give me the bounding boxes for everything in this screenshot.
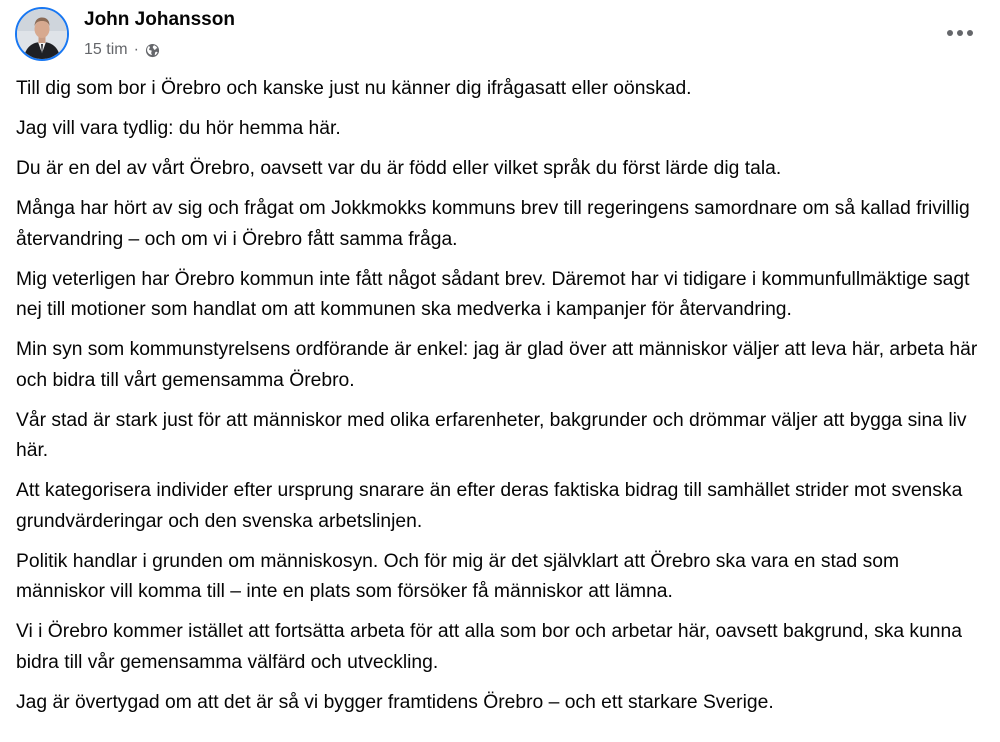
author-name[interactable]: John Johansson bbox=[84, 9, 235, 30]
more-options-icon bbox=[946, 29, 974, 37]
meta-separator: · bbox=[133, 41, 139, 58]
avatar[interactable] bbox=[15, 7, 69, 61]
post-paragraph: Jag vill vara tydlig: du hör hemma här. bbox=[16, 118, 341, 139]
post-paragraph: Till dig som bor i Örebro och kanske just nu känner dig ifrågasatt eller oönskad. bbox=[16, 78, 692, 99]
post-paragraph: Många har hört av sig och frågat om Jokkmokks kommuns brev till regeringens samordnare om så kallad frivillig återvandring – och om vi i Örebro fått samma fråga. bbox=[16, 198, 970, 250]
post-paragraph: Att kategorisera individer efter ursprung snarare än efter deras faktiska bidrag till samhället strider mot svenska grundvärderingar och den svenska arbetslinjen. bbox=[16, 480, 963, 532]
post-paragraph: Mig veterligen har Örebro kommun inte fått något sådant brev. Däremot har vi tidigare i kommunfullmäktige sagt nej till motioner som handlat om att kommunen ska medverka i kampanjer för återvandring. bbox=[16, 268, 970, 320]
post-paragraph: Politik handlar i grunden om människosyn. Och för mig är det självklart att Örebro ska vara en stad som människor vill komma till – inte en plats som försöker få människor att lämna. bbox=[16, 550, 900, 602]
post-meta bbox=[84, 40, 160, 60]
globe-icon[interactable] bbox=[145, 43, 160, 58]
post-header bbox=[0, 0, 1000, 72]
post-paragraph: Vi i Örebro kommer istället att fortsätta arbeta för att alla som bor och arbetar här, oavsett bakgrund, ska kunna bidra till vår gemensamma välfärd och utveckling. bbox=[16, 621, 962, 673]
post-paragraph: Du är en del av vårt Örebro, oavsett var du är född eller vilket språk du först lärde dig tala. bbox=[16, 158, 782, 179]
avatar-photo bbox=[17, 9, 67, 59]
post-paragraph: Vår stad är stark just för att människor med olika erfarenheter, bakgrunder och drömmar väljer att bygga sina liv här. bbox=[16, 409, 967, 461]
post-timestamp[interactable]: 15 tim bbox=[84, 41, 128, 58]
post-paragraph: Min syn som kommunstyrelsens ordförande är enkel: jag är glad över att människor väljer att leva här, arbeta här och bidra till vårt gemensamma Örebro. bbox=[16, 339, 978, 391]
more-options-button[interactable] bbox=[940, 18, 980, 48]
post-paragraph: Jag är övertygad om att det är så vi bygger framtidens Örebro – och ett starkare Sverige. bbox=[16, 691, 774, 713]
post-body bbox=[16, 74, 990, 728]
